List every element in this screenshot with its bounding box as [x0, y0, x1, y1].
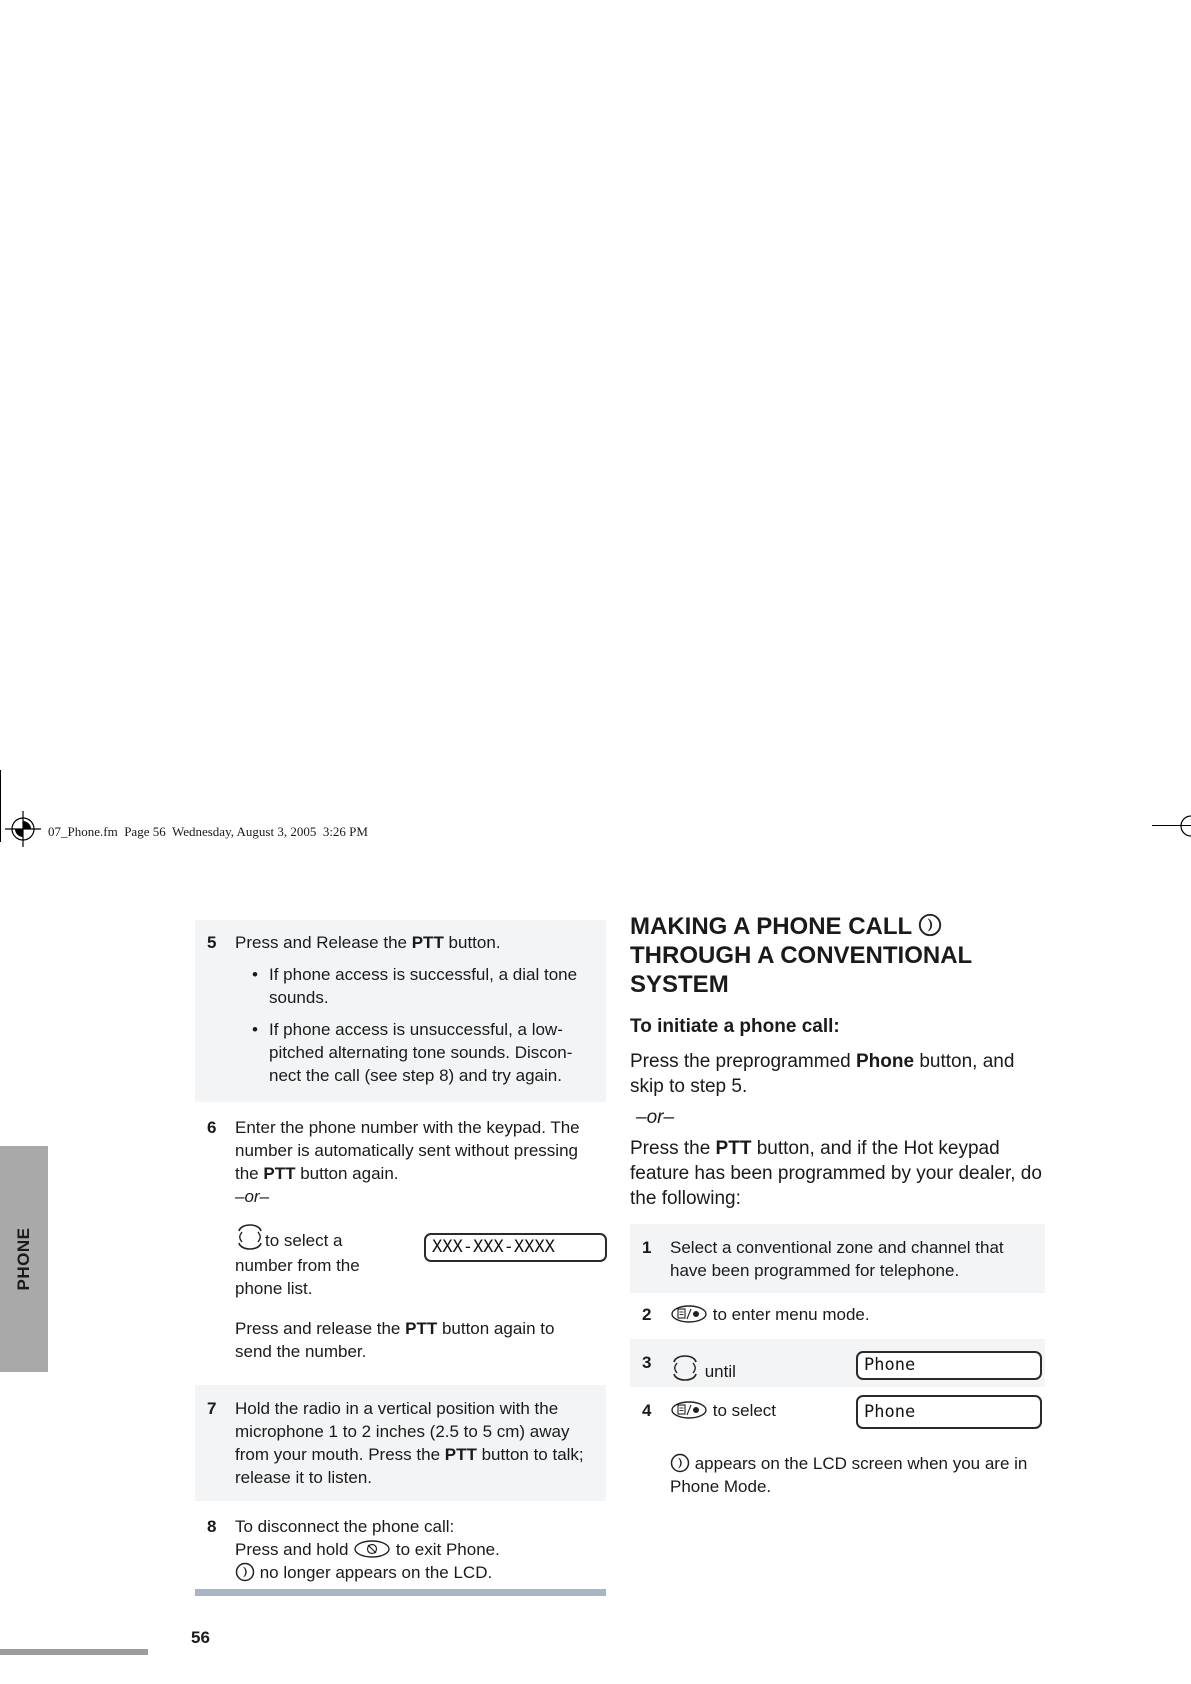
right-step-4-text: to select — [670, 1399, 1045, 1422]
menu-select-button-icon — [670, 1304, 708, 1324]
step-7 — [195, 1385, 606, 1501]
navigation-updown-icon — [235, 1220, 265, 1254]
step-6-send: Press and release the PTT button again to send the number. — [235, 1319, 555, 1361]
or-separator: –or– — [636, 1107, 675, 1128]
lcd-display: Phone — [856, 1351, 1042, 1380]
section-title: MAKING A PHONE CALL THROUGH A CONVENTIONAL SYSTEM — [630, 913, 973, 998]
step-8-line3: no longer appears on the LCD. — [235, 1561, 598, 1584]
step-number: 2 — [642, 1305, 652, 1324]
side-tab-label: PHONE — [14, 1227, 33, 1291]
step-8 — [195, 1501, 606, 1591]
paragraph-phone-button: Press the preprogrammed Phone button, and skip to step 5. — [630, 1051, 1015, 1097]
right-step-2-text: to enter menu mode. — [670, 1303, 1045, 1326]
home-button-icon — [353, 1539, 391, 1559]
step-number: 1 — [642, 1238, 652, 1257]
phone-mode-icon — [235, 1562, 255, 1582]
phone-mode-icon — [918, 913, 942, 937]
right-step-3 — [630, 1339, 1045, 1387]
right-step-4 — [630, 1387, 1045, 1496]
step-number: 7 — [207, 1399, 217, 1418]
step-number: 3 — [642, 1353, 652, 1372]
paragraph-ptt: Press the PTT button, and if the Hot keypad feature has been programmed by your dealer, do the following: — [630, 1138, 1042, 1209]
footer-bar — [0, 1649, 148, 1655]
nav-instruction: to select a number from the phone list. — [235, 1231, 360, 1298]
step-number: 8 — [207, 1517, 217, 1536]
right-steps — [630, 1224, 1045, 1496]
bullet-item: • If phone access is unsuccessful, a low-pitched alternating tone sounds. Discon-nect the call (see step 8) and try again. — [252, 1020, 573, 1085]
right-step-1-text: Select a conventional zone and channel that have been programmed for telephone. — [670, 1238, 1004, 1280]
lcd-display: XXX-XXX-XXXX — [424, 1233, 607, 1262]
bullet-item: • If phone access is successful, a dial tone sounds. — [252, 965, 578, 1007]
step-5 — [195, 920, 606, 1102]
menu-select-button-icon — [670, 1400, 708, 1420]
step-8-line2: Press and hold to exit Phone. — [235, 1540, 500, 1559]
phone-mode-icon — [670, 1453, 690, 1473]
right-step-3-text: until — [670, 1351, 1045, 1385]
step-7-text: Hold the radio in a vertical position with the microphone 1 to 2 inches (2.5 to 5 cm) away from your mouth. Press the PTT button to talk; release it to listen. — [235, 1399, 584, 1487]
phone-mode-note: appears on the LCD screen when you are in Phone Mode. — [670, 1454, 1028, 1496]
right-column — [630, 912, 1045, 1496]
section-end-bar — [195, 1589, 606, 1596]
step-number: 4 — [642, 1401, 652, 1420]
right-step-2 — [630, 1293, 1045, 1339]
print-header: 07_Phone.fm Page 56 Wednesday, August 3, 2005 3:26 PM — [48, 824, 368, 839]
navigation-updown-icon — [670, 1351, 700, 1385]
page-number: 56 — [191, 1628, 210, 1647]
left-column-steps — [195, 920, 606, 1591]
right-step-1 — [630, 1224, 1045, 1293]
step-8-line1: To disconnect the phone call: — [235, 1517, 455, 1536]
lcd-display: Phone — [856, 1395, 1042, 1429]
step-6 — [195, 1102, 606, 1385]
subheading: To initiate a phone call: — [630, 1016, 840, 1037]
step-number: 5 — [207, 933, 217, 952]
crop-mark-vertical-left — [0, 770, 1, 842]
registration-mark-icon — [5, 811, 41, 847]
step-6-text: Enter the phone number with the keypad. The number is automatically sent without pressing the PTT button again. — [235, 1118, 580, 1183]
or-separator: –or– — [235, 1187, 270, 1206]
step-5-text: Press and Release the PTT button. — [235, 933, 501, 952]
step-number: 6 — [207, 1118, 217, 1137]
registration-mark-partial-icon — [1180, 815, 1191, 837]
